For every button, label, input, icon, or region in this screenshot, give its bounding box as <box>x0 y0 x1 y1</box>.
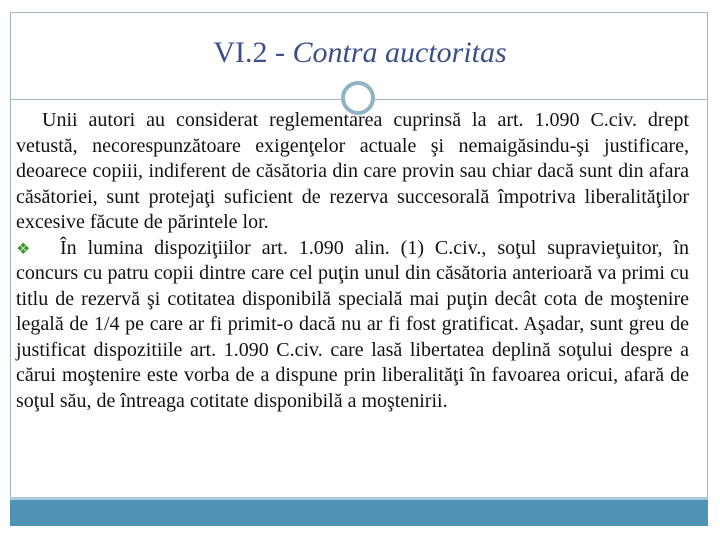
footer-bar <box>10 500 708 526</box>
title-main: VI.2 - <box>213 36 293 69</box>
paragraph-2 <box>16 236 689 415</box>
slide-title <box>0 36 720 70</box>
slide-body <box>16 108 689 414</box>
paragraph-2-text: În lumina dispoziţiilor art. 1.090 alin. (1) C.civ., soţul supravieţuitor, în concurs cu patru copii dintre care cel puţin unul din căsătoria anterioară va primi cu titlu de rezervă şi cotitatea disponibilă specială mai puţin decât cota de moştenire legală de 1/4 pe care ar fi primit-o dacă nu ar fi fost gratificat. Aşadar, sunt greu de justificat dispozitiile art. 1.090 C.civ. care lasă libertatea deplină soţului despre a cărui moştenire este vorba de a dispune prin liberalităţi în favoarea oricui, afară de soţul său, de întreaga cotitate disponibilă a moştenirii. <box>16 236 689 412</box>
title-italic: Contra auctoritas <box>292 36 507 69</box>
paragraph-1: Unii autori au considerat reglementarea cuprinsă la art. 1.090 C.civ. drept vetustă, necorespunzătoare exigenţelor actuale şi nemaigăsindu-şi justificare, deoarece copiii, indiferent de căsătoria din care provin sau chiar dacă sunt din afara căsătoriei, sunt protejaţi suficient de rezerva succesorală împotriva liberalităţilor excesive făcute de părintele lor. <box>16 109 689 233</box>
diamond-bullet-icon: ❖ <box>16 240 31 258</box>
